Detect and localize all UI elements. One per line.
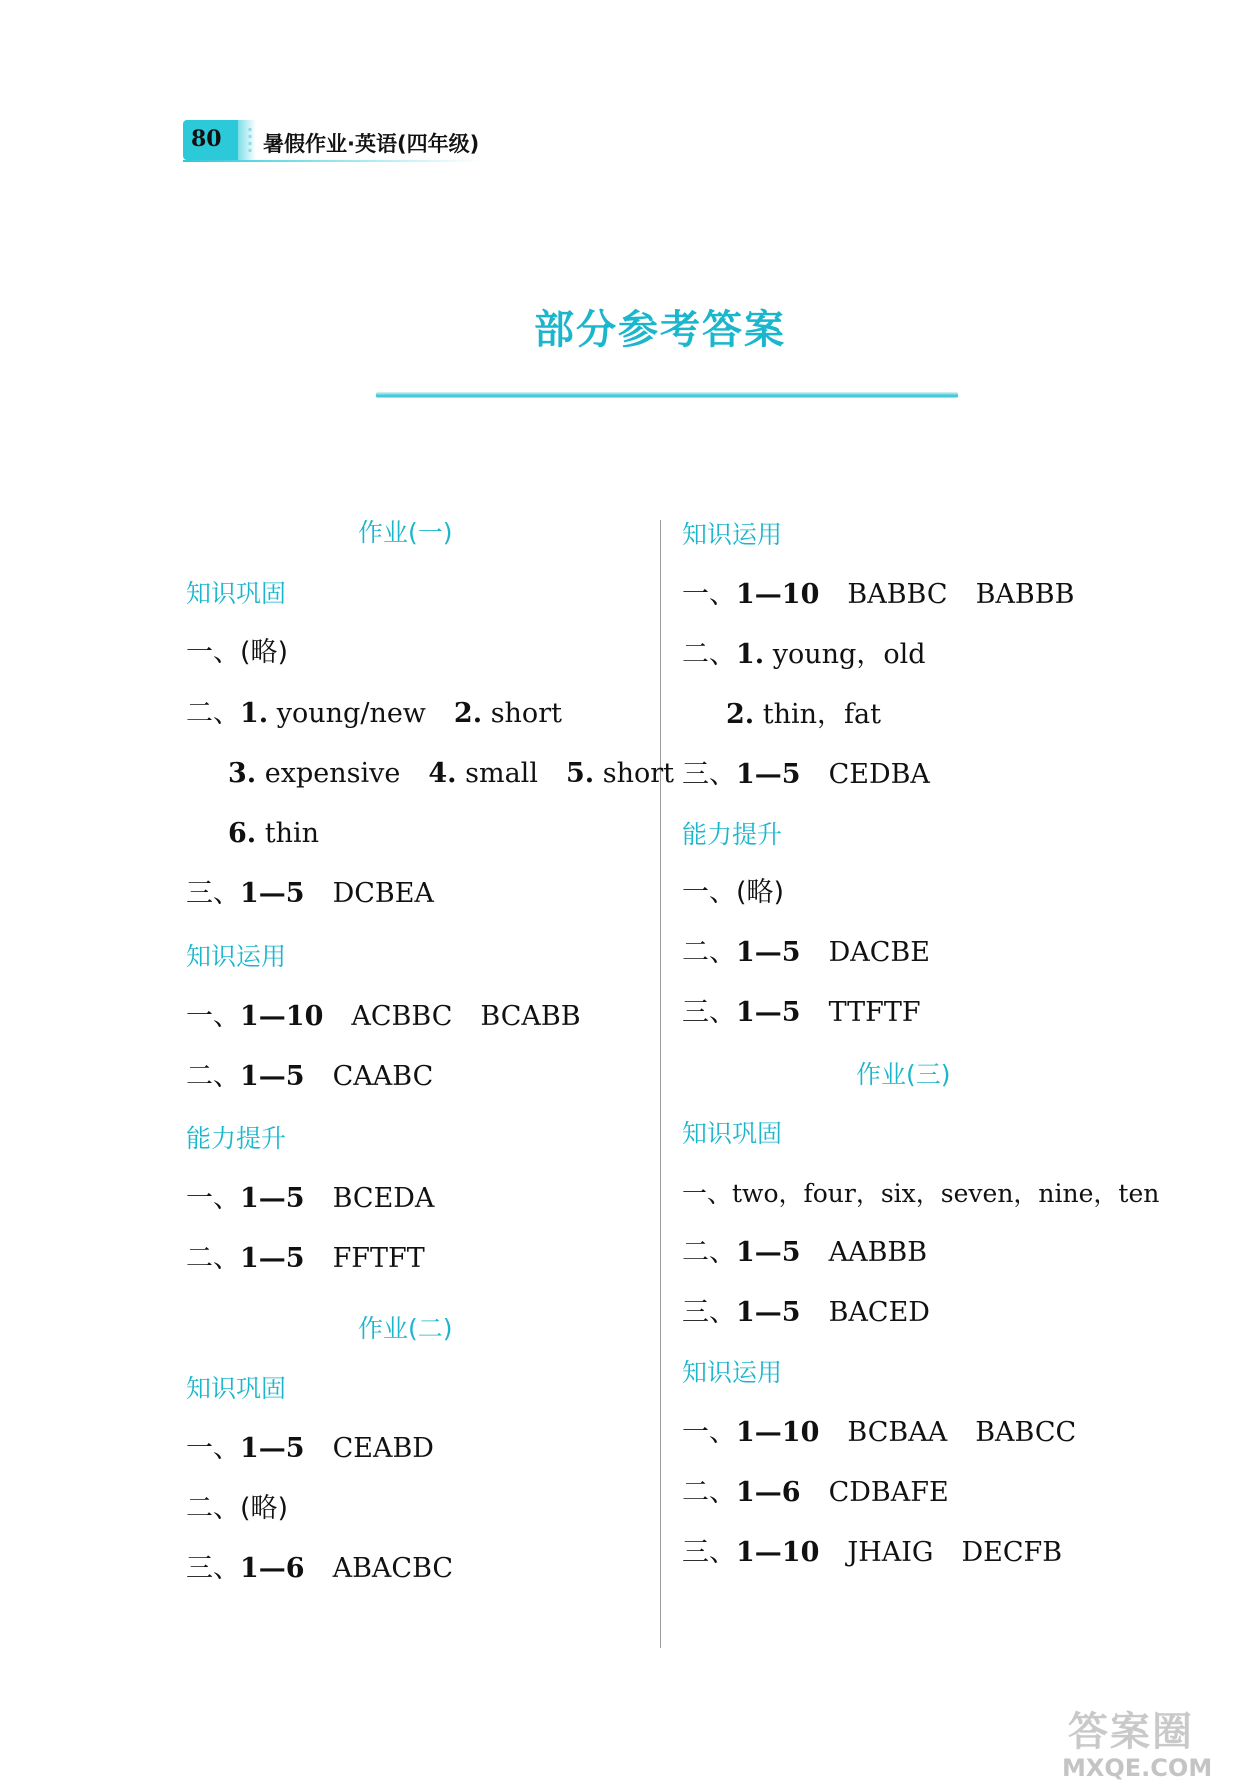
answer-line: 一、1—10 BABBC BABBB xyxy=(682,579,1075,610)
answer-line: 三、1—10 JHAIG DECFB xyxy=(682,1537,1063,1568)
answer-line: 一、two，four，six，seven，nine，ten xyxy=(682,1179,1160,1208)
answer-line: 三、1—6 ABACBC xyxy=(186,1553,454,1584)
homework-3-title: 作业(三) xyxy=(856,1060,951,1089)
answer-line: 三、1—5 TTFTF xyxy=(682,997,921,1028)
answer-line: 二、1—5 FFTFT xyxy=(186,1243,425,1274)
answer-line: 二、1—5 DACBE xyxy=(682,937,930,968)
title-rule xyxy=(376,392,958,398)
section-heading: 能力提升 xyxy=(682,820,783,849)
answer-line: 2. thin，fat xyxy=(726,699,881,730)
answer-line: 二、1. young/new 2. short xyxy=(186,698,562,729)
answer-line: 一、(略) xyxy=(682,877,785,908)
section-heading: 知识巩固 xyxy=(186,579,287,608)
column-divider xyxy=(660,520,661,1648)
answer-line: 二、(略) xyxy=(186,1493,289,1524)
page-header xyxy=(183,120,513,162)
section-heading: 知识运用 xyxy=(682,520,783,549)
answer-line: 二、1—5 CAABC xyxy=(186,1061,434,1092)
section-heading: 知识运用 xyxy=(186,942,287,971)
header-underline xyxy=(183,160,483,162)
answer-line: 三、1—5 BACED xyxy=(682,1297,930,1328)
section-heading: 知识巩固 xyxy=(186,1374,287,1403)
watermark xyxy=(1058,1700,1234,1786)
answer-line: 三、1—5 DCBEA xyxy=(186,878,434,909)
answer-line: 一、(略) xyxy=(186,637,289,668)
page-number: 80 xyxy=(191,126,222,152)
answer-line: 6. thin xyxy=(228,818,320,849)
header-dots xyxy=(247,126,253,154)
watermark-url: MXQE.COM xyxy=(1062,1754,1213,1782)
section-heading: 知识巩固 xyxy=(682,1119,783,1148)
section-heading: 知识运用 xyxy=(682,1358,783,1387)
answer-line: 3. expensive 4. small 5. short xyxy=(228,758,674,789)
answer-line: 一、1—5 CEABD xyxy=(186,1433,434,1464)
section-heading: 能力提升 xyxy=(186,1124,287,1153)
answer-line: 一、1—5 BCEDA xyxy=(186,1183,435,1214)
homework-2-title: 作业(二) xyxy=(358,1314,453,1343)
book-title: 暑假作业·英语(四年级) xyxy=(263,132,480,156)
answer-line: 三、1—5 CEDBA xyxy=(682,759,930,790)
watermark-logo: 答案圈 xyxy=(1068,1709,1194,1755)
homework-1-title: 作业(一) xyxy=(358,518,453,547)
answer-line: 二、1—6 CDBAFE xyxy=(682,1477,949,1508)
answer-line: 一、1—10 BCBAA BABCC xyxy=(682,1417,1077,1448)
answer-line: 一、1—10 ACBBC BCABB xyxy=(186,1001,581,1032)
answer-line: 二、1—5 AABBB xyxy=(682,1237,928,1268)
answer-line: 二、1. young，old xyxy=(682,639,926,670)
page-title: 部分参考答案 xyxy=(534,307,786,353)
